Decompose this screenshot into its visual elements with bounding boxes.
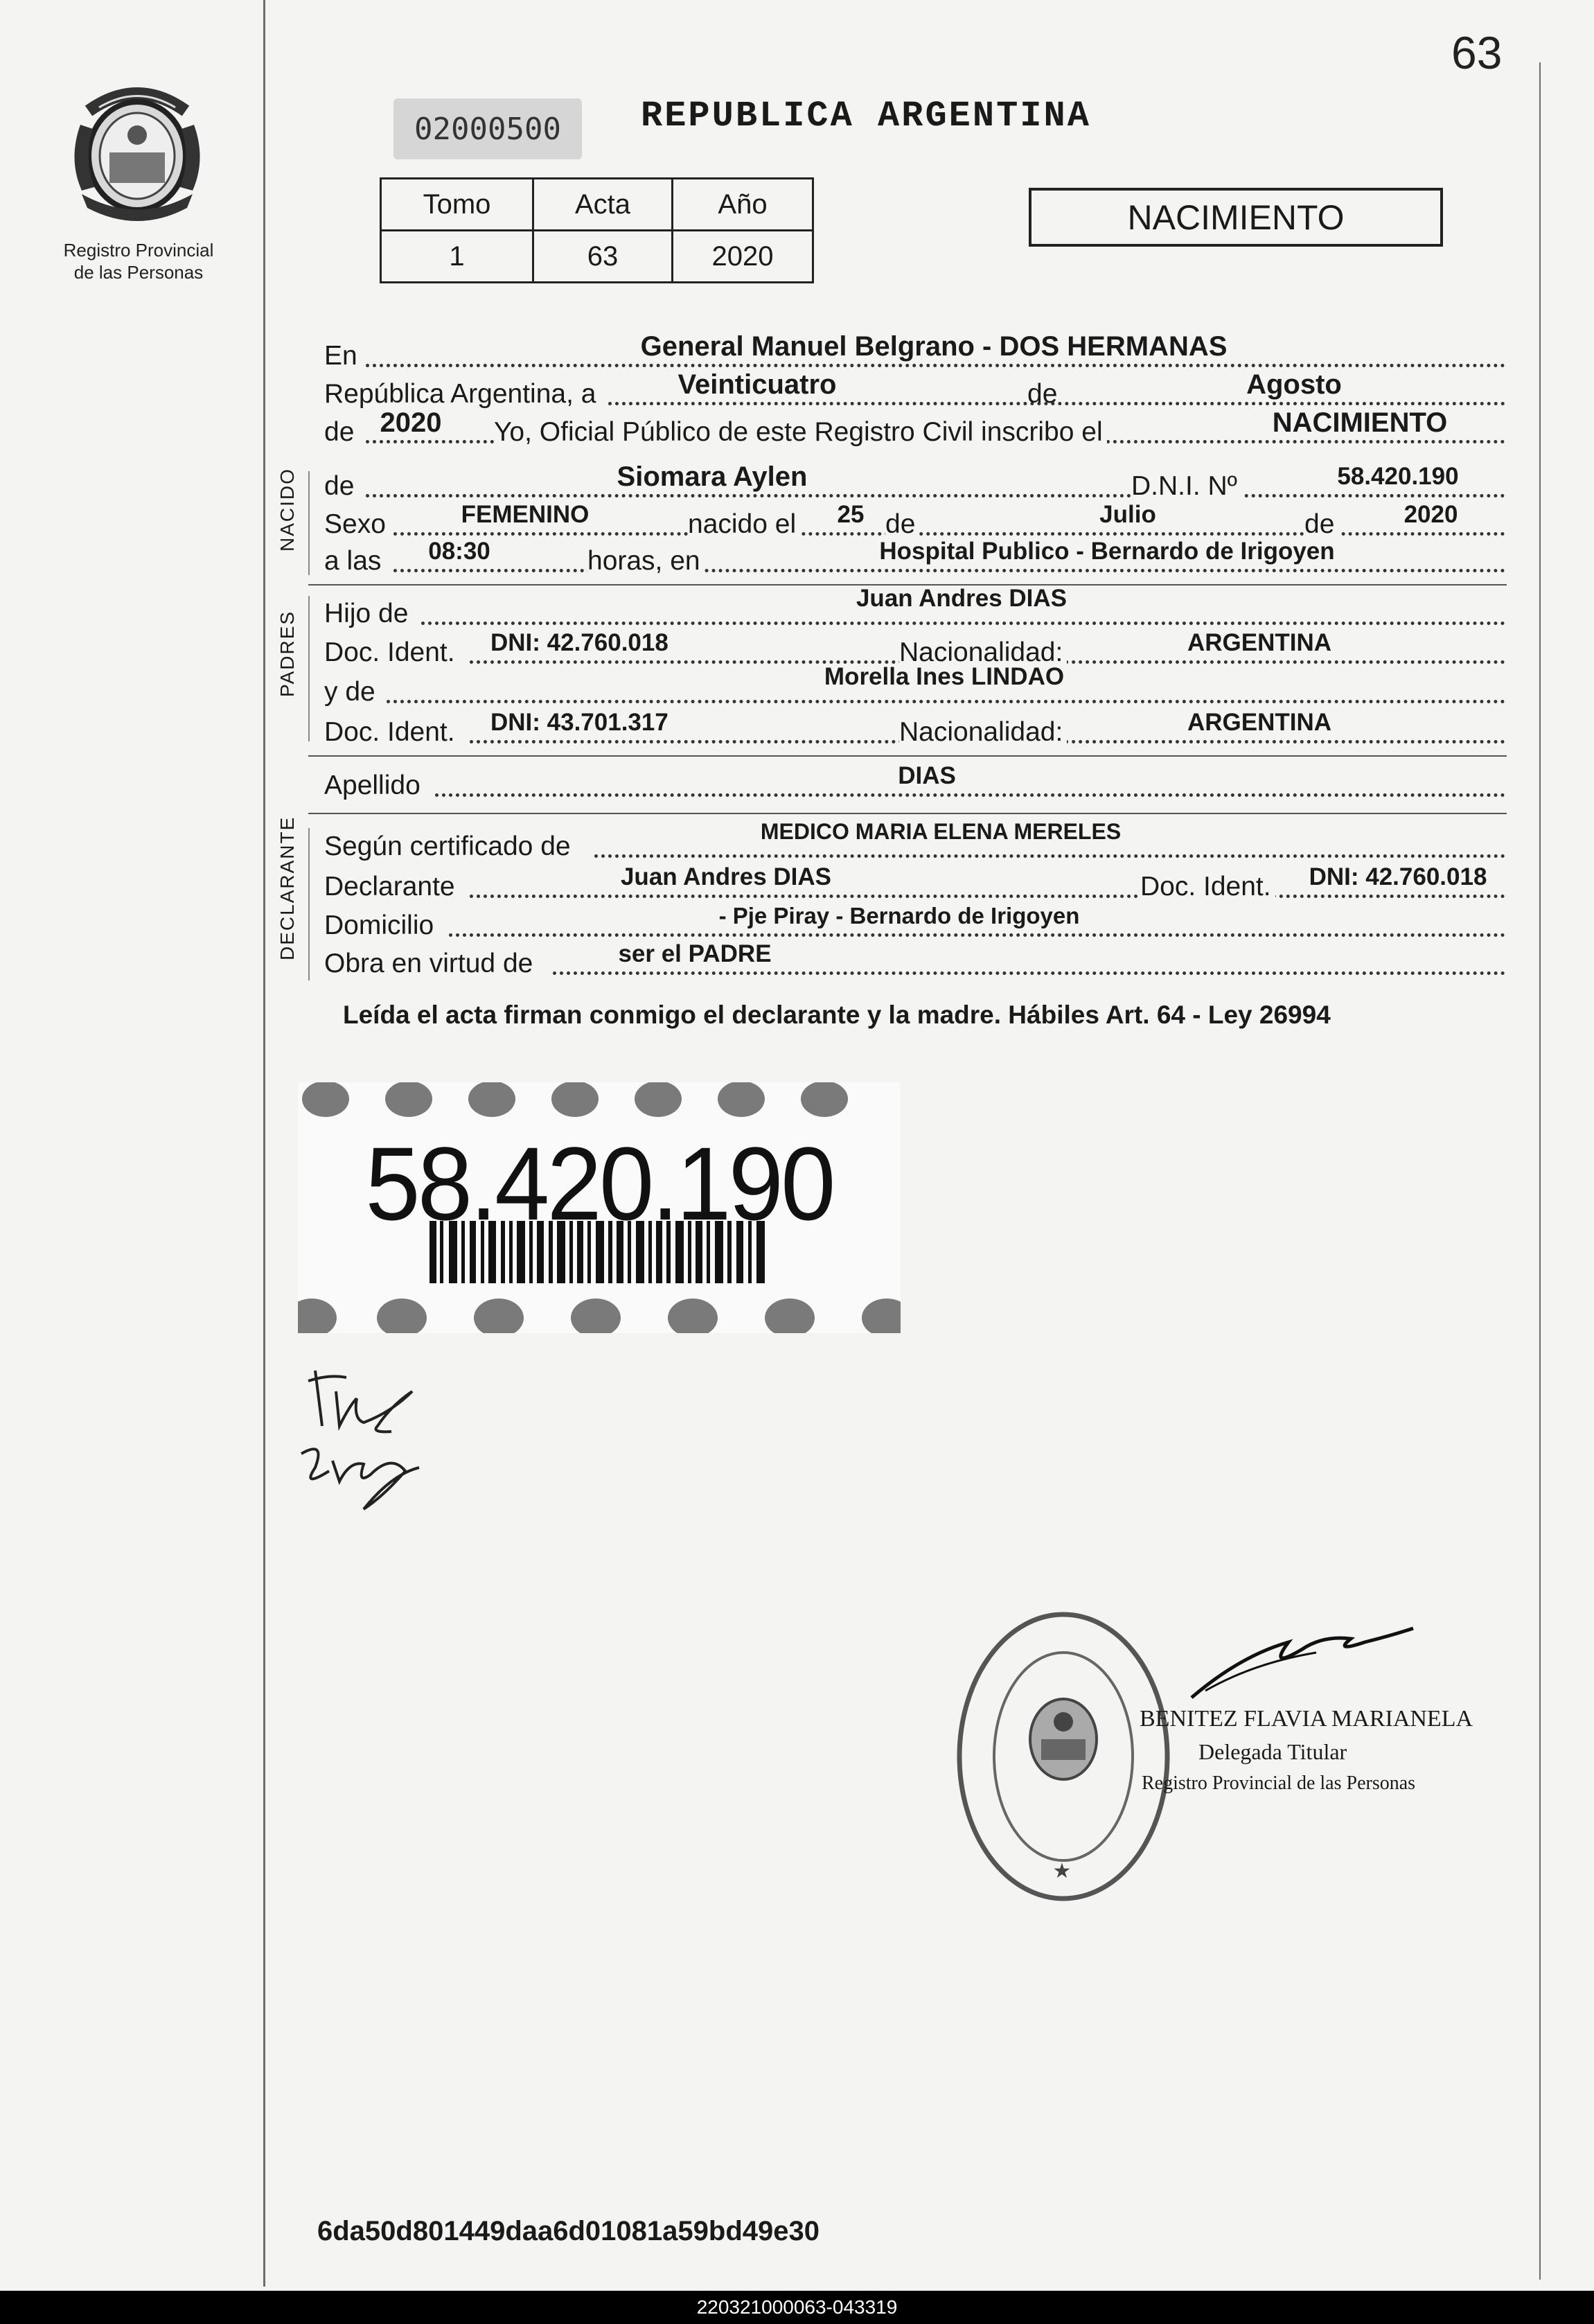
label-doc-ident-father: Doc. Ident. — [324, 637, 459, 668]
row-declarant — [324, 863, 1505, 902]
registration-place: General Manuel Belgrano - DOS HERMANAS — [640, 331, 1228, 362]
row-child-name — [324, 461, 1505, 502]
document-hash: 6da50d801449daa6d01081a59bd49e30 — [317, 2216, 820, 2246]
handwritten-initials-signature — [287, 1350, 426, 1513]
side-label-declarante: DECLARANTE — [276, 816, 298, 960]
label-declarante: Declarante — [324, 872, 459, 902]
label-hijo-de: Hijo de — [324, 599, 412, 629]
value-anio: 2020 — [673, 231, 813, 283]
left-margin-line — [263, 0, 265, 2287]
record-table-value-row — [381, 231, 813, 283]
registry-caption — [28, 239, 249, 283]
label-de-month: de — [1027, 379, 1058, 409]
record-table-header-row — [381, 179, 813, 231]
registration-year: 2020 — [380, 407, 442, 438]
registry-caption-line2: de las Personas — [73, 262, 204, 283]
label-inscribo: Yo, Oficial Público de este Registro Civil inscribo el — [494, 417, 1107, 448]
row-certificate — [324, 819, 1505, 862]
label-obra-en-virtud: Obra en virtud de — [324, 949, 537, 979]
label-de-birth-year: de — [1304, 509, 1338, 540]
official-role: Delegada Titular — [1198, 1739, 1347, 1764]
declarant-doc: DNI: 42.760.018 — [1309, 863, 1487, 890]
act-type-box: NACIMIENTO — [1029, 188, 1443, 247]
header-acta: Acta — [533, 179, 673, 231]
declarant-capacity: ser el PADRE — [618, 940, 772, 967]
label-de-birth-month: de — [885, 509, 919, 540]
registration-day: Veinticuatro — [678, 369, 837, 400]
row-capacity — [324, 940, 1505, 979]
child-birth-place: Hospital Publico - Bernardo de Irigoyen — [879, 538, 1335, 565]
row-mother-name — [324, 663, 1505, 707]
declarant-name: Juan Andres DIAS — [620, 863, 832, 890]
label-domicilio: Domicilio — [324, 910, 438, 941]
declarant-certificate: MEDICO MARIA ELENA MERELES — [760, 819, 1122, 844]
registration-act: NACIMIENTO — [1272, 407, 1448, 438]
row-date — [324, 369, 1505, 410]
page-number: 63 — [1451, 27, 1503, 78]
label-sexo: Sexo — [324, 509, 390, 540]
child-name: Siomara Aylen — [617, 461, 808, 492]
closing-text: Leída el acta firman conmigo el declarante y la madre. Hábiles Art. 64 - Ley 26994 — [343, 1001, 1331, 1029]
registry-caption-line1: Registro Provincial — [63, 240, 214, 261]
mother-name: Morella Ines LINDAO — [824, 663, 1065, 690]
row-child-time — [324, 538, 1505, 576]
row-father-name — [324, 585, 1505, 629]
official-seal-stamp — [946, 1583, 1181, 1902]
child-dni: 58.420.190 — [1337, 463, 1459, 490]
svg-text:★: ★ — [1052, 1860, 1072, 1883]
label-nacionalidad-mother: Nacionalidad: — [899, 717, 1067, 748]
value-acta: 63 — [533, 231, 673, 283]
row-place — [324, 331, 1505, 371]
side-label-nacido: NACIDO — [276, 468, 298, 552]
official-signature — [1185, 1614, 1420, 1711]
row-address — [324, 903, 1505, 941]
right-margin-line — [1539, 62, 1541, 2280]
label-dni: D.N.I. Nº — [1131, 471, 1241, 502]
registration-month: Agosto — [1246, 369, 1342, 400]
label-republica: República Argentina, a — [324, 379, 600, 410]
provincial-coat-of-arms-icon — [61, 69, 213, 229]
value-tomo: 1 — [381, 231, 533, 283]
serial-number: 02000500 — [393, 98, 582, 159]
official-office: Registro Provincial de las Personas — [1142, 1772, 1416, 1794]
label-doc-ident-declarant: Doc. Ident. — [1140, 872, 1275, 902]
header-anio: Año — [673, 179, 813, 231]
child-birth-time: 08:30 — [428, 538, 490, 565]
country-title: REPUBLICA ARGENTINA — [641, 96, 1091, 137]
label-de-child: de — [324, 471, 358, 502]
footer-code: 220321000063-043319 — [696, 2296, 898, 2318]
barcode-number: 58.420.190 — [365, 1125, 833, 1242]
row-mother-doc — [324, 709, 1505, 748]
child-birth-day: 25 — [837, 501, 865, 528]
label-a-las: a las — [324, 546, 385, 576]
side-label-padres: PADRES — [276, 610, 298, 697]
label-apellido: Apellido — [324, 771, 425, 801]
father-name: Juan Andres DIAS — [856, 585, 1068, 612]
mother-doc: DNI: 43.701.317 — [490, 709, 668, 736]
label-doc-ident-mother: Doc. Ident. — [324, 717, 459, 748]
row-surname — [324, 762, 1505, 801]
row-year — [324, 407, 1505, 448]
mother-nationality: ARGENTINA — [1187, 709, 1332, 736]
barcode-sticker — [298, 1082, 901, 1333]
label-segun-certificado: Según certificado de — [324, 831, 575, 862]
label-de-year: de — [324, 417, 358, 448]
row-child-birth — [324, 501, 1505, 540]
label-horas-en: horas, en — [587, 546, 705, 576]
child-birth-month: Julio — [1099, 501, 1156, 528]
label-nacido-el: nacido el — [688, 509, 800, 540]
child-surname: DIAS — [898, 762, 956, 789]
label-nacionalidad-father: Nacionalidad: — [899, 637, 1067, 668]
father-nationality: ARGENTINA — [1187, 629, 1332, 656]
father-doc: DNI: 42.760.018 — [490, 629, 668, 656]
record-table — [380, 177, 814, 283]
label-y-de: y de — [324, 677, 380, 707]
child-birth-year: 2020 — [1403, 501, 1458, 528]
header-tomo: Tomo — [381, 179, 533, 231]
child-sex: FEMENINO — [461, 501, 590, 528]
declarant-address: - Pje Piray - Bernardo de Irigoyen — [718, 903, 1080, 928]
label-en: En — [324, 341, 362, 371]
official-name: BENITEZ FLAVIA MARIANELA — [1140, 1706, 1473, 1732]
